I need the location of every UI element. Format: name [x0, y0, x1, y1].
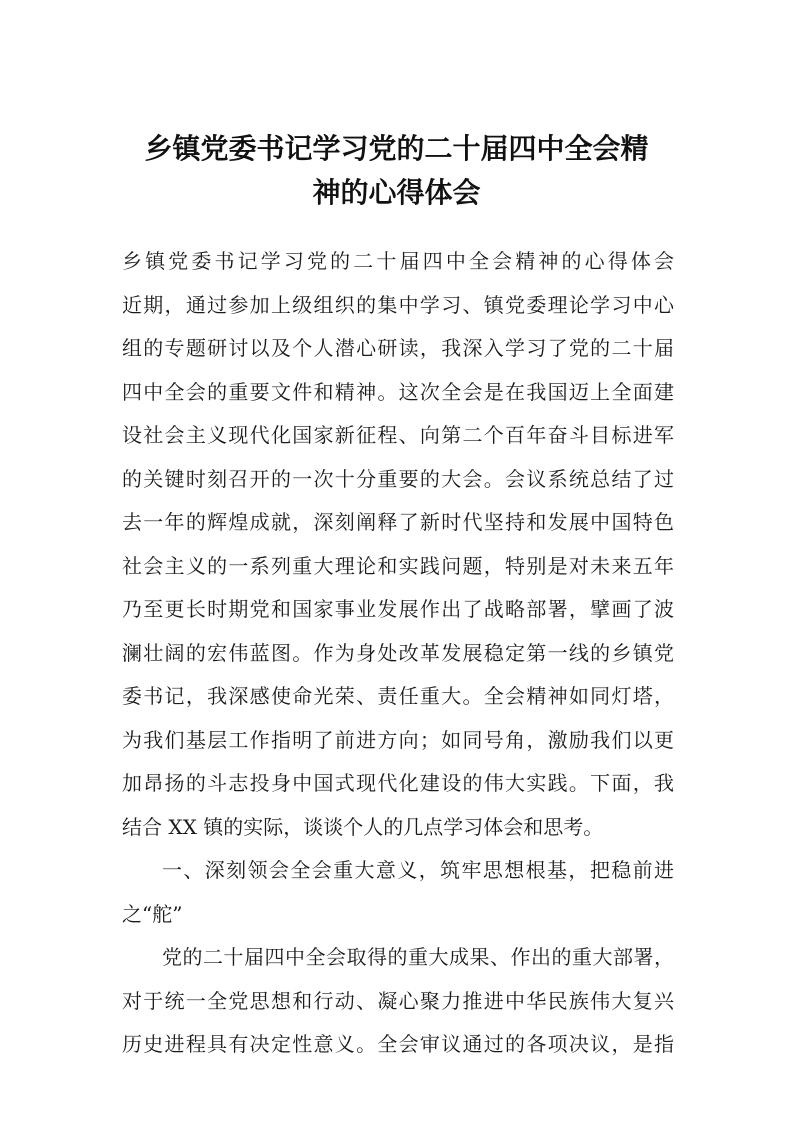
section-heading-line: 之“舵” [122, 901, 183, 926]
body-line: 对于统一全党思想和行动、凝心聚力推进中华民族伟大复兴 [122, 988, 674, 1013]
body-line: 加昂扬的斗志投身中国式现代化建设的伟大实践。下面，我 [122, 771, 674, 795]
body-line: 的关键时刻召开的一次十分重要的大会。会议系统总结了过 [122, 466, 674, 491]
body-line: 委书记，我深感使命光荣、责任重大。全会精神如同灯塔， [122, 684, 674, 708]
body-line: 乃至更长时期党和国家事业发展作出了战略部署，擘画了波 [122, 597, 674, 621]
document-title-line-2: 神的心得体会 [312, 176, 481, 209]
document-title-line-1: 乡镇党委书记学习党的二十届四中全会精 [144, 132, 649, 165]
body-line: 组的专题研讨以及个人潜心研读，我深入学习了党的二十届 [122, 336, 674, 360]
body-line: 去一年的辉煌成就，深刻阐释了新时代坚持和发展中国特色 [122, 510, 674, 534]
body-line: 近期，通过参加上级组织的集中学习、镇党委理论学习中心 [122, 292, 674, 317]
body-line: 乡镇党委书记学习党的二十届四中全会精神的心得体会 [122, 249, 674, 273]
body-line: 为我们基层工作指明了前进方向；如同号角，激励我们以更 [122, 727, 674, 752]
body-line: 澜壮阔的宏伟蓝图。作为身处改革发展稳定第一线的乡镇党 [122, 640, 674, 665]
body-line: 历史进程具有决定性意义。全会审议通过的各项决议，是指 [122, 1032, 674, 1056]
document-body [122, 240, 674, 1067]
body-line: 设社会主义现代化国家新征程、向第二个百年奋斗目标进军 [122, 423, 674, 447]
section-heading-line: 一、深刻领会全会重大意义，筑牢思想根基，把稳前进 [162, 858, 674, 882]
body-line: 社会主义的一系列重大理论和实践问题，特别是对未来五年 [122, 553, 674, 578]
body-line: 四中全会的重要文件和精神。这次全会是在我国迈上全面建 [122, 379, 674, 404]
body-line: 党的二十届四中全会取得的重大成果、作出的重大部署， [162, 945, 674, 969]
body-line: 结合 XX 镇的实际，谈谈个人的几点学习体会和思考。 [122, 814, 604, 839]
